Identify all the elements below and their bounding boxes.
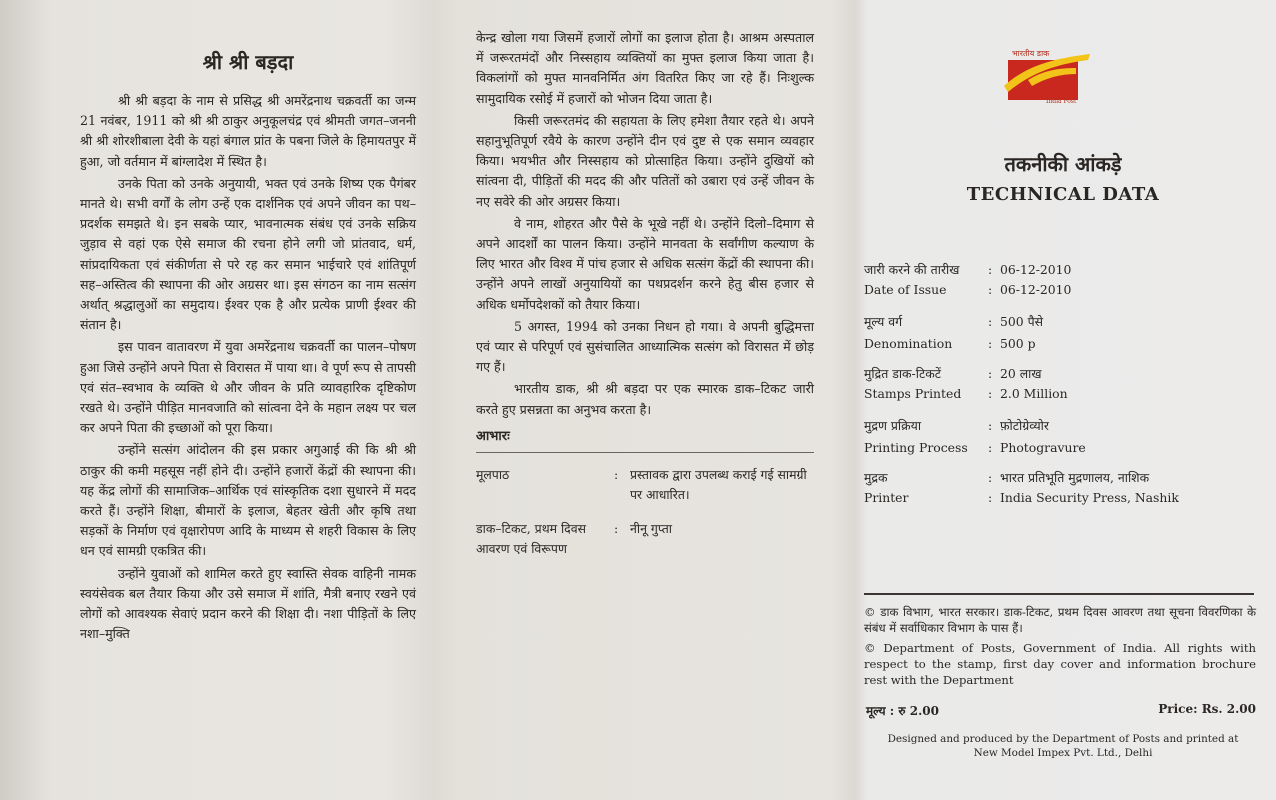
spec-value: 20 लाख [1000,366,1042,381]
divider [864,593,1254,595]
spec-value: 06-12-2010 [1000,262,1072,277]
biography-panel-middle [462,0,834,800]
biography-title: श्री श्री बड़दा [202,50,294,74]
spec-row: Denomination : 500 p [864,334,1036,354]
technical-data-title-hindi: तकनीकी आंकड़े [1004,152,1122,176]
biography-paragraph: उन्होंने युवाओं को शामिल करते हुए स्वास्ति सेवक वाहिनी नामक स्वयंसेवक बल तैयार किया और उसे समाज में शांति, मैत्री बनाए रखने एवं लोगों को आवश्यक सेवाएं प्रदान करने की शिक्षा दी। नशा पीड़ितों के लिए नशा–मुक्ति [80,565,416,642]
biography-paragraph: श्री श्री बड़दा के नाम से प्रसिद्ध श्री अमरेंद्रनाथ चक्रवर्ती का जन्म 21 नवंबर, 1911 को श्री श्री ठाकुर अनुकूलचंद्र एवं श्रीमती जगत–जननी श्री श्री शोरशीबाला देवी के यहां बंगाल प्रांत के पबना जिले के हिमायतपुर में हुआ, जो वर्तमान में बांग्लादेश में स्थित है। [80,93,416,169]
spec-row: Date of Issue : 06-12-2010 [864,280,1071,300]
spec-label: मूल्य वर्ग [864,314,903,329]
biography-paragraph: वे नाम, शोहरत और पैसे के भूखे नहीं थे। उन्होंने दिलो–दिमाग से अपने आदर्शों का पालन किया। उन्होंने मानवता के सर्वांगीण कल्याण के लिए भारत और विश्व में पांच हजार से अधिक सत्संग केंद्रों की स्थापना की। उन्होंने अपने लाखों अनुयायियों का पथप्रदर्शन करने हेतु बीस हजार से अधिक धर्मोपदेशकों को तैयार किया। [476,215,814,312]
spec-value: 06-12-2010 [1000,282,1072,297]
biography-panel-left [48,0,438,800]
acknowledgement-label: मूलपाठ [476,466,510,482]
biography-paragraph: उन्होंने सत्संग आंदोलन की इस प्रकार अगुआई की कि श्री श्री ठाकुर की कमी महसूस नहीं होने दी। उन्होंने हजारों केंद्रों की स्थापना की। यह केंद्र लोगों की सामाजिक–आर्थिक एवं सांस्कृतिक दशा सुधारने में मदद करते हैं। उन्होंने शिक्षा, बीमारों के इलाज, बेहतर खेती और कृषि तथा सड़कों के निर्माण एवं वृक्षारोपण आदि के माध्यम से शहरी विकास के लिए धन एवं सामग्री एकत्रित की। [80,442,416,559]
spec-label: Stamps Printed [864,386,962,401]
price-english: Price: Rs. 2.00 [1158,702,1256,716]
acknowledgement-label: डाक–टिकट, प्रथम दिवस आवरण एवं विरूपण [476,520,587,556]
logo-lettering-english: India Post [1046,98,1077,105]
biography-paragraph: किसी जरूरतमंद की सहायता के लिए हमेशा तैयार रहते थे। अपने सहानुभूतिपूर्ण रवैये के कारण उन्होंने दीन एवं दुष्ट से एक समान व्यवहार किया। भयभीत और निस्सहाय को प्रोत्साहित किया। उन्होंने दुखियों को सांत्वना दी, पीड़ितों की मदद की और पतितों को उबारा एवं उन्हें जीवन के नए सवेरे की ओर अग्रसर किया। [476,112,814,209]
print-credit [850,732,1276,760]
acknowledgement-colon: : [614,466,619,482]
spec-row: जारी करने की तारीख : 06-12-2010 [864,260,1071,280]
technical-data-title-english: TECHNICAL DATA [966,184,1160,205]
spec-label: जारी करने की तारीख [864,262,960,277]
spec-label: मुद्रण प्रक्रिया [864,418,922,433]
acknowledgement-value: नीनू गुप्ता [630,520,672,536]
biography-paragraph: इस पावन वातावरण में युवा अमरेंद्रनाथ चक्रवर्ती का पालन–पोषण हुआ जिसे उन्होंने अपने पिता से विरासत में पाया था। वे पूर्ण रूप से तापसी एवं संत–स्वभाव के व्यक्ति थे और जीवन के प्रति व्यावहारिक दृष्टिकोण रखते थे। उन्होंने पीड़ित मानवजाति को सांत्वना देने के महान लक्ष्य पर चल कर अपने पिता की इच्छाओं को पूरा किया। [80,339,416,436]
spec-label: Printer [864,490,909,505]
spec-row: मुद्रण प्रक्रिया : फ़ोटोग्रेव्योर [864,416,1049,436]
spec-label: मुद्रित डाक-टिकटें [864,366,941,381]
spec-row: मुद्रित डाक-टिकटें : 20 लाख [864,364,1041,384]
acknowledgement-value: प्रस्तावक द्वारा उपलब्ध कराई गई सामग्री पर आधारित। [630,466,807,502]
spec-row: Printing Process : Photogravure [864,438,1086,458]
price-hindi: मूल्य : रु 2.00 [866,704,939,718]
spec-value: भारत प्रतिभूति मुद्रणालय, नाशिक [1000,470,1150,485]
spec-label: Printing Process [864,440,968,455]
spec-label: Denomination [864,336,953,351]
technical-data-panel [850,0,1276,800]
spec-row: Stamps Printed : 2.0 Million [864,384,1068,404]
spec-value: 500 पैसे [1000,314,1044,329]
logo-lettering-hindi: भारतीय डाक [1012,49,1050,58]
acknowledgement-colon: : [614,520,619,536]
divider [476,452,814,453]
biography-paragraph: भारतीय डाक, श्री श्री बड़दा पर एक स्मारक डाक–टिकट जारी करते हुए प्रसन्नता का अनुभव करता है। [476,381,814,417]
spec-value: 500 p [1000,336,1036,351]
spec-label: मुद्रक [864,470,888,485]
spec-value: Photogravure [1000,440,1086,455]
spec-label: Date of Issue [864,282,947,297]
spec-row: Printer : India Security Press, Nashik [864,488,1179,508]
spec-value: फ़ोटोग्रेव्योर [1000,418,1049,433]
spec-row: मुद्रक : भारत प्रतिभूति मुद्रणालय, नाशिक [864,468,1149,488]
print-credit-line: New Model Impex Pvt. Ltd., Delhi [973,747,1153,759]
spec-value: 2.0 Million [1000,386,1068,401]
biography-paragraph: उनके पिता को उनके अनुयायी, भक्त एवं उनके शिष्य एक पैगंबर मानते थे। सभी वर्गों के लोग उन्हें एक दार्शनिक एवं अपने जीवन का पथ–प्रदर्शक समझते थे। इन सबके प्यार, भावनात्मक संबंध एवं उनके सक्रिय जुड़ाव से वहां एक ऐसे समाज की रचना होने लगी जो प्रांतवाद, धर्म, सांप्रदायिकता एवं संकीर्णता से परे रह कर समान भाईचारे एवं शांतिपूर्ण सह–अस्तित्व की स्थापना की ओर अग्रसर था। इस संगठन का नाम सत्संग अर्थात् श्रद्धालुओं का समुदाय। ईश्वर एक है और प्रत्येक प्राणी ईश्वर की संतान है। [80,175,416,333]
copyright-notice-english: © Department of Posts, Government of India. All rights with respect to the stamp, first day cover and information brochure rest with the Department [864,641,1256,687]
print-credit-line: Designed and produced by the Department of Posts and printed at [887,733,1239,745]
biography-paragraph: 5 अगस्त, 1994 को उनका निधन हो गया। वे अपनी बुद्धिमत्ता एवं प्यार से परिपूर्ण एवं सुसंचालित आध्यात्मिक सत्संग को विरासत में छोड़ गए हैं। [476,318,814,375]
acknowledgement-row [476,519,814,559]
spec-value: India Security Press, Nashik [1000,490,1179,505]
spec-row: मूल्य वर्ग : 500 पैसे [864,312,1043,332]
biography-paragraph: केन्द्र खोला गया जिसमें हजारों लोगों का इलाज होता है। आश्रम अस्पताल में जरूरतमंदों और निस्सहाय व्यक्तियों का मुफ्त इलाज किया जाता है। विकलांगों को मुफ्त मानवनिर्मित अंग वितरित किए जा रहे हैं। निःशुल्क सामुदायिक रसोई में हजारों को भोजन दिया जाता है। [476,30,814,106]
acknowledgement-title: आभारः [476,428,510,444]
copyright-notice-hindi: © डाक विभाग, भारत सरकार। डाक-टिकट, प्रथम दिवस आवरण तथा सूचना विवरणिका के संबंध में सर्वाधिकार विभाग के पास हैं। [864,605,1256,635]
acknowledgement-row [476,465,814,505]
